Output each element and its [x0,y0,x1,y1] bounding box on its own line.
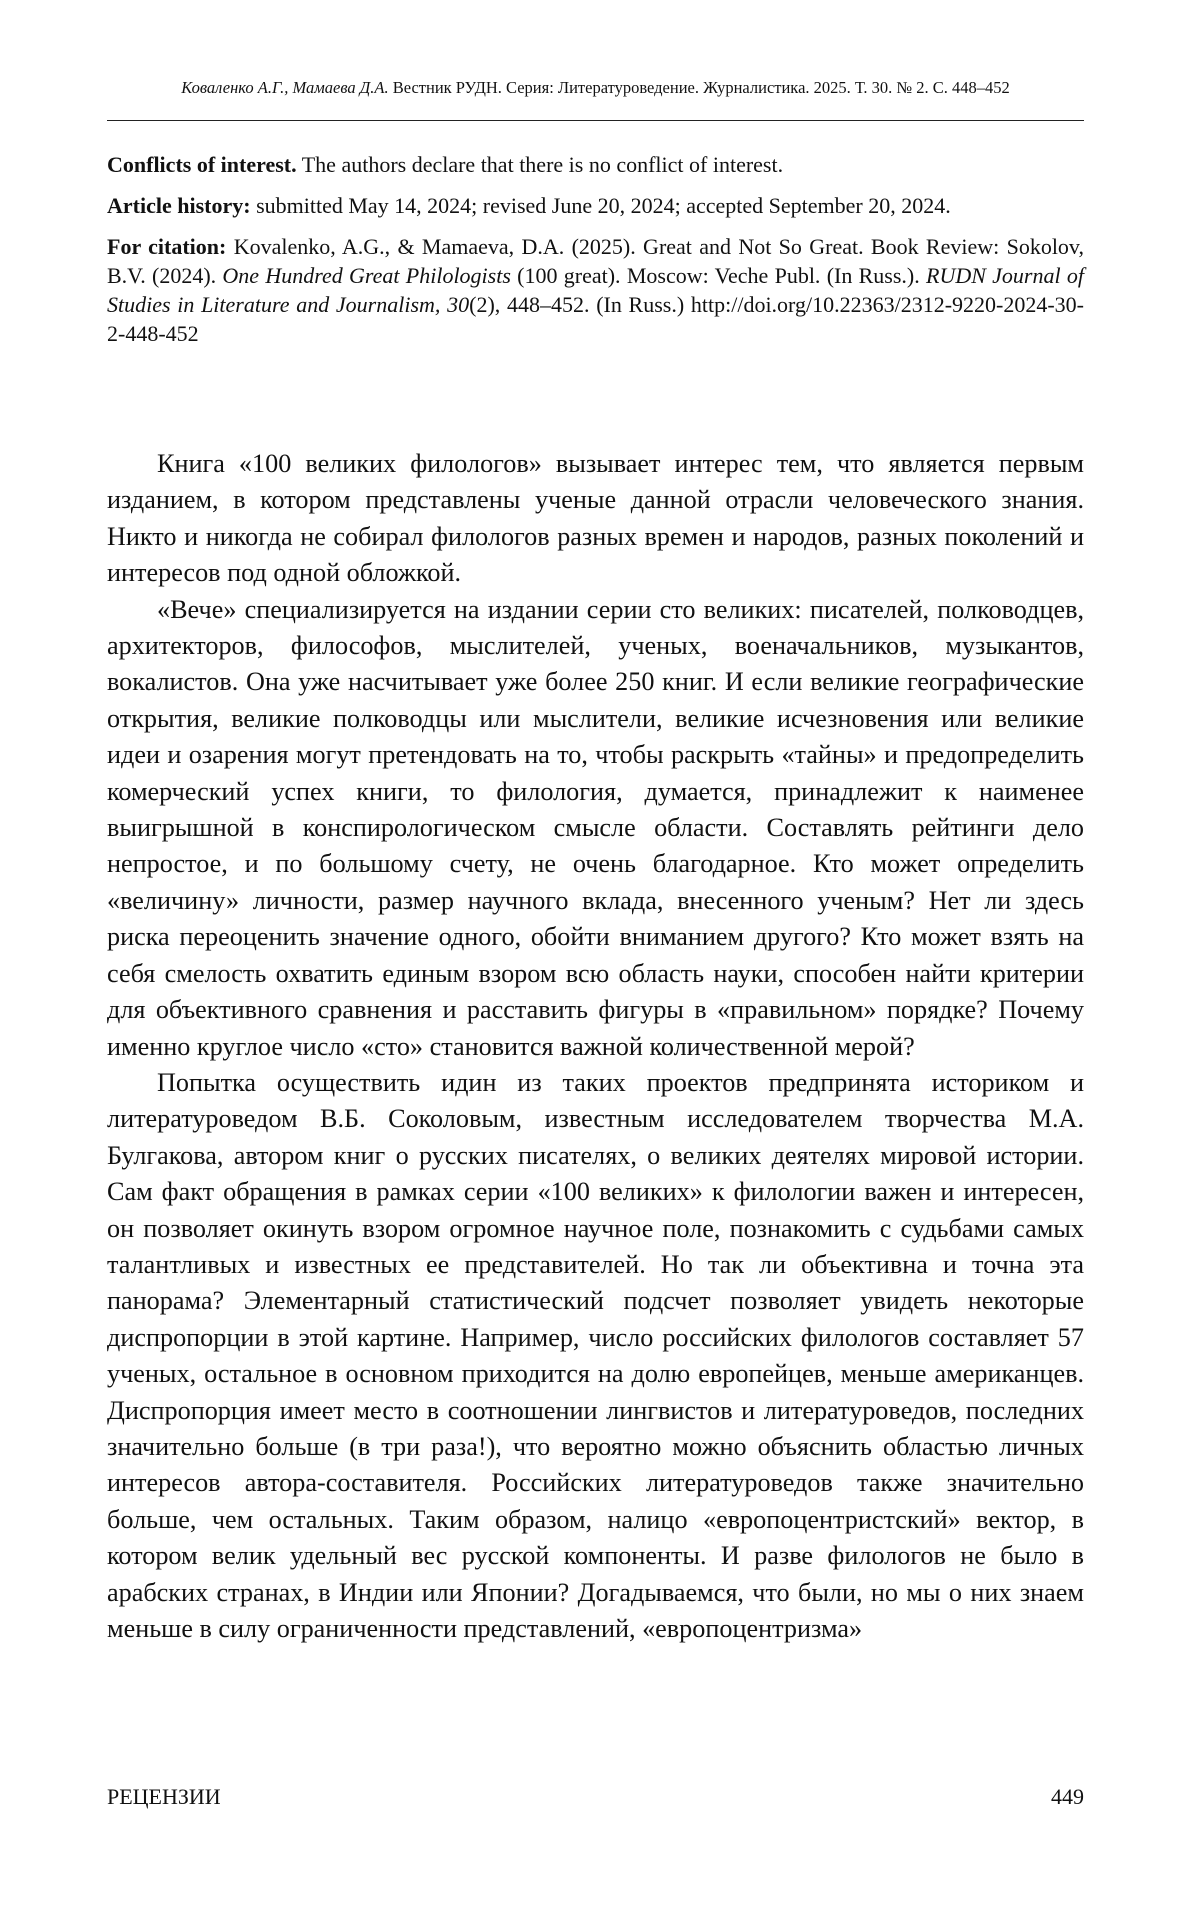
running-header [107,78,1084,98]
body-paragraph: Книга «100 великих филологов» вызывает интерес тем, что является первым изданием, в котором представлены ученые данной отрасли человеческого знания. Никто и никогда не собирал филологов разных времен и народов, разных поколений и интересов под одной обложкой. [107,449,1084,588]
citation-part2: (100 great). Moscow: Veche Publ. (In Russ.). [517,263,920,288]
citation-journal-title: RUDN Journal of Studies in Literature and Journalism, [107,263,1084,317]
citation-label: For citation: [107,234,227,259]
header-journal: Вестник РУДН. Серия: Литературоведение. Журналистика. 2025. Т. 30. № 2. С. 448–452 [392,78,1010,97]
article-body [107,446,1084,1647]
article-meta [107,150,1084,360]
citation-part1: Kovalenko, A.G., & Mamaeva, D.A. (2025). Great and Not So Great. Book Review: Sokolov, B.V. (2024). [107,234,1085,288]
header-authors: Коваленко А.Г., Мамаева Д.А. [181,78,389,97]
page-number: 449 [1051,1784,1084,1809]
history-text: submitted May 14, 2024; revised June 20, 2024; accepted September 20, 2024. [256,193,951,218]
conflicts-label: Conflicts of interest. [107,152,297,177]
history-label: Article history: [107,193,251,218]
footer-section-name: РЕЦЕНЗИИ [107,1784,221,1809]
conflicts-text: The authors declare that there is no conflict of interest. [301,152,784,177]
body-paragraph: Попытка осуществить идин из таких проектов предпринята историком и литературоведом В.Б. Соколовым, известным исследователем творчества М.А. Булгакова, автором книг о русских писателях, о великих деятелях мировой истории. Сам факт обращения в рамках серии «100 великих» к филологии важен и интересен, он позволяет окинуть взором огромное научное поле, познакомить с судьбами самых талантливых и известных ее представителей. Но так ли объективна и точна эта панорама? Элементарный статистический подсчет позволяет увидеть некоторые диспропорции в этой картине. Например, число российских филологов составляет 57 ученых, остальное в основном приходится на долю европейцев, меньше американцев. Диспропорция имеет место в соотношении лингвистов и литературоведов, последних значительно больше (в три раза!), что вероятно можно объяснить областью личных интересов автора-составителя. Российских литературоведов также значительно больше, чем остальных. Таким образом, налицо «европоцентристский» вектор, в котором велик удельный вес русской компоненты. И разве филологов не было в арабских странах, в Индии или Японии? Догадываемся, что были, но мы о них знаем меньше в силу ограниченности представлений, «европоцентризма» [107,1067,1084,1643]
article-history [107,191,1084,220]
conflicts-of-interest [107,150,1084,179]
citation-part3: (2), 448–452. (In Russ.) http://doi.org/10.22363/2312-9220-2024-30-2-448-452 [107,292,1085,346]
citation-book-title: One Hundred Great Philologists [222,263,511,288]
citation-volume: 30 [447,292,470,317]
body-paragraph: «Вече» специализируется на издании серии сто великих: писателей, полководцев, архитекторов, философов, мыслителей, ученых, военачальников, музыкантов, вокалистов. Она уже насчитывает уже более 250 книг. И если великие географические открытия, великие полководцы или мыслители, великие исчезновения или великие идеи и озарения могут претендовать на то, чтобы раскрыть «тайны» и предопределить комерческий успех книги, то филология, думается, принадлежит к наименее выигрышной в конспирологическом смысле области. Составлять рейтинги дело непростое, и по большому счету, не очень благодарное. Кто может определить «величину» личности, размер научного вклада, внесенного ученым? Нет ли здесь риска переоценить значение одного, обойти вниманием другого? Кто может взять на себя смелость охватить единым взором всю область науки, способен найти критерии для объективного сравнения и расставить фигуры в «правильном» порядке? Почему именно круглое число «сто» становится важной количественной мерой? [107,594,1084,1061]
citation [107,232,1084,348]
header-rule [107,120,1084,121]
journal-page [107,0,1084,1906]
